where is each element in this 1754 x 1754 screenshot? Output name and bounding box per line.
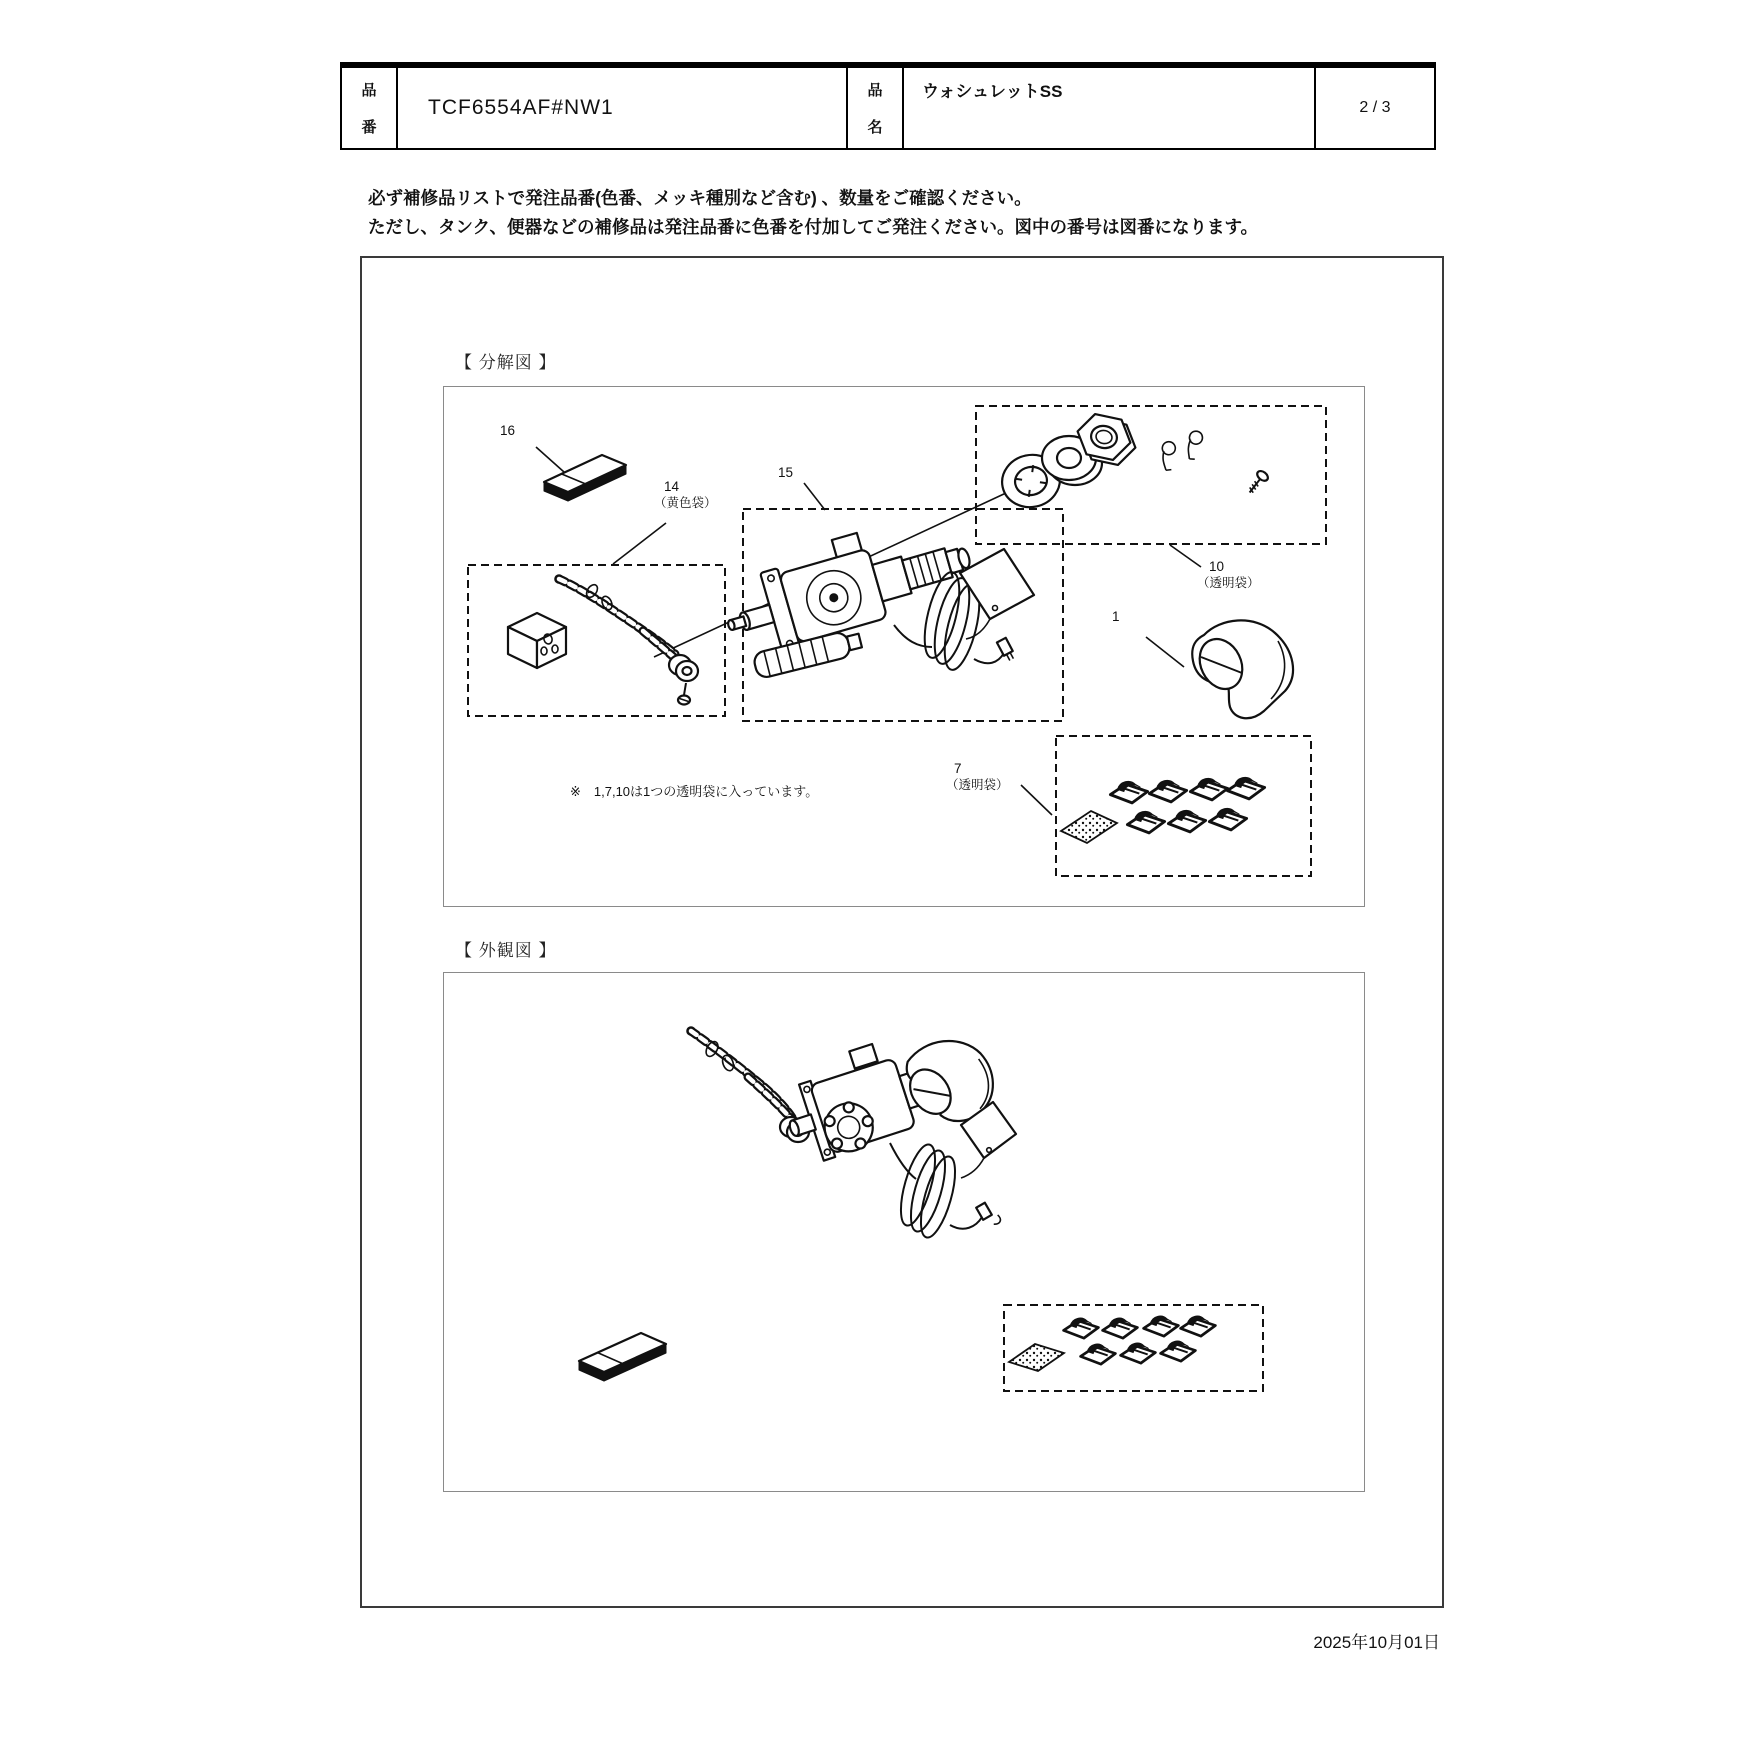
hose-clip-drawing <box>1181 429 1206 461</box>
part-label-10: 10 （透明袋） <box>1197 559 1260 590</box>
screw-drawing <box>1245 469 1270 496</box>
cable-clips-group <box>1064 1316 1216 1364</box>
cable-clips-group <box>1110 777 1264 832</box>
leader-16 <box>536 447 564 472</box>
page-indicator: 2 / 3 <box>1359 99 1391 116</box>
outline-view-drawing <box>444 973 1364 1491</box>
part-no-label-char-top: 品 <box>361 82 377 99</box>
hose-clip-drawing <box>1157 440 1178 471</box>
bag-box-7 <box>1056 736 1311 876</box>
part-no-label <box>342 68 398 148</box>
header-table <box>340 62 1436 150</box>
exploded-view-drawing <box>444 387 1364 906</box>
elbow-cover-drawing <box>1192 620 1293 718</box>
exploded-section-title: 【 分解図 】 <box>455 353 557 372</box>
part-name-label-char-bottom: 名 <box>867 119 883 136</box>
adhesive-pad-drawing <box>1061 811 1117 843</box>
exploded-view-box <box>443 386 1365 907</box>
remote-unit-drawing <box>579 1333 666 1381</box>
part-name-value: ウォシュレットSS <box>904 68 1316 148</box>
part-label-15: 15 <box>778 465 794 480</box>
chain-drawing <box>555 575 698 705</box>
leader-15 <box>804 483 825 510</box>
outline-section-title: 【 外観図 】 <box>455 941 557 960</box>
part-no-label-char-bottom: 番 <box>361 119 377 136</box>
exploded-note: ※ 1,7,10は1つの透明袋に入っています。 <box>570 784 819 799</box>
notice-line-2: ただし、タンク、便器などの補修品は発注品番に色番を付加してご発注ください。図中の番号は図番になります。 <box>368 217 1259 237</box>
leader-1 <box>1146 637 1184 667</box>
instruction-tag-drawing <box>960 549 1034 639</box>
flush-knob-cube-drawing <box>508 613 566 668</box>
document-date: 2025年10月01日 <box>1313 1633 1440 1652</box>
part-label-7: 7 （透明袋） <box>946 761 1009 792</box>
part-no-value: TCF6554AF#NW1 <box>398 68 848 148</box>
remote-unit-drawing <box>544 455 626 501</box>
part-name-label-char-top: 品 <box>867 82 883 99</box>
outline-view-box <box>443 972 1365 1492</box>
adhesive-pad-drawing <box>1009 1344 1064 1371</box>
leader-14 <box>613 523 666 564</box>
diagram-frame <box>360 256 1444 1608</box>
leader-7 <box>1021 785 1052 815</box>
bag-box-14 <box>468 565 725 716</box>
part-name-label <box>848 68 904 148</box>
part-label-14: 14 （黄色袋） <box>654 479 717 510</box>
notice-text <box>368 184 1258 242</box>
part-label-1: 1 <box>1112 609 1120 624</box>
notice-line-1: 必ず補修品リストで発注品番(色番、メッキ種別など含む) 、数量をご確認ください。 <box>368 188 1032 208</box>
part-label-16: 16 <box>500 423 516 438</box>
